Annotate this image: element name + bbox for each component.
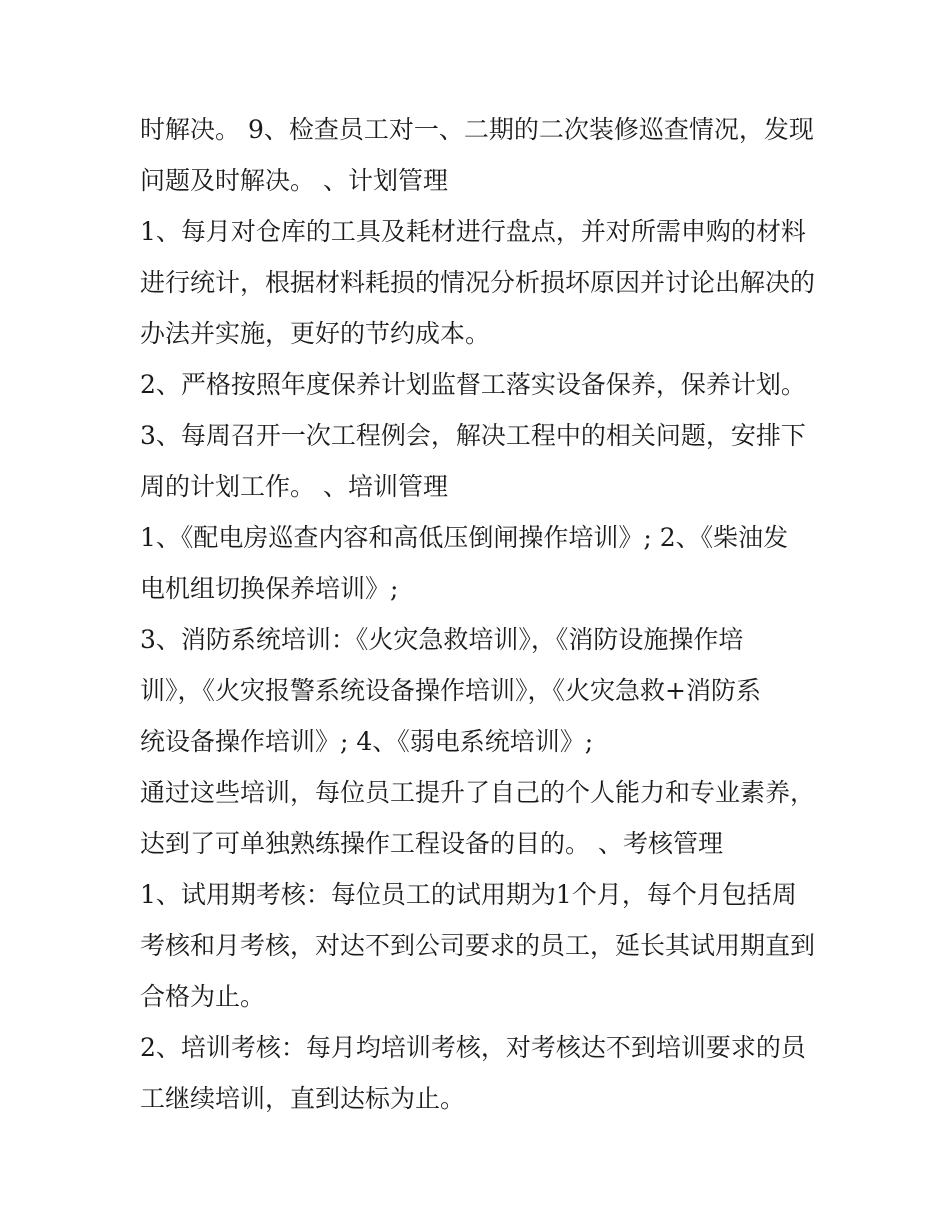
text-line: 工继续培训，直到达标为止。 (140, 1084, 466, 1113)
text-line: 周的计划工作。 、培训管理 (140, 472, 448, 501)
text-line: 统设备操作培训》; 4、《弱电系统培训》; (140, 727, 594, 756)
text-line: 进行统计，根据材料耗损的情况分析损坏原因并讨论出解决的 (140, 268, 816, 297)
text-line: 问题及时解决。 、计划管理 (140, 166, 448, 195)
text-line: 训》，《火灾报警系统设备操作培训》，《火灾急救+消防系 (140, 676, 761, 705)
text-line: 1、试用期考核：每位员工的试用期为1个月，每个月包括周 (140, 880, 797, 909)
text-line: 通过这些培训，每位员工提升了自己的个人能力和专业素养， (140, 778, 816, 807)
text-line: 办法并实施，更好的节约成本。 (140, 319, 491, 348)
text-line: 考核和月考核，对达不到公司要求的员工，延长其试用期直到 (140, 931, 816, 960)
text-line: 电机组切换保养培训》; (140, 574, 399, 603)
document-body (140, 104, 830, 1124)
text-line: 2、严格按照年度保养计划监督工落实设备保养，保养计划。 (140, 370, 806, 399)
text-line: 时解决。 9、检查员工对一、二期的二次装修巡查情况，发现 (140, 115, 814, 144)
text-line: 1、每月对仓库的工具及耗材进行盘点，并对所需申购的材料 (140, 217, 806, 246)
text-line: 1、《配电房巡查内容和高低压倒闸操作培训》; 2、《柴油发 (140, 523, 789, 552)
text-line: 3、每周召开一次工程例会，解决工程中的相关问题，安排下 (140, 421, 806, 450)
text-line: 3、消防系统培训：《火灾急救培训》，《消防设施操作培 (140, 625, 744, 654)
text-line: 合格为止。 (140, 982, 266, 1011)
text-line: 达到了可单独熟练操作工程设备的目的。 、考核管理 (140, 829, 723, 858)
text-line: 2、培训考核：每月均培训考核，对考核达不到培训要求的员 (140, 1033, 806, 1062)
